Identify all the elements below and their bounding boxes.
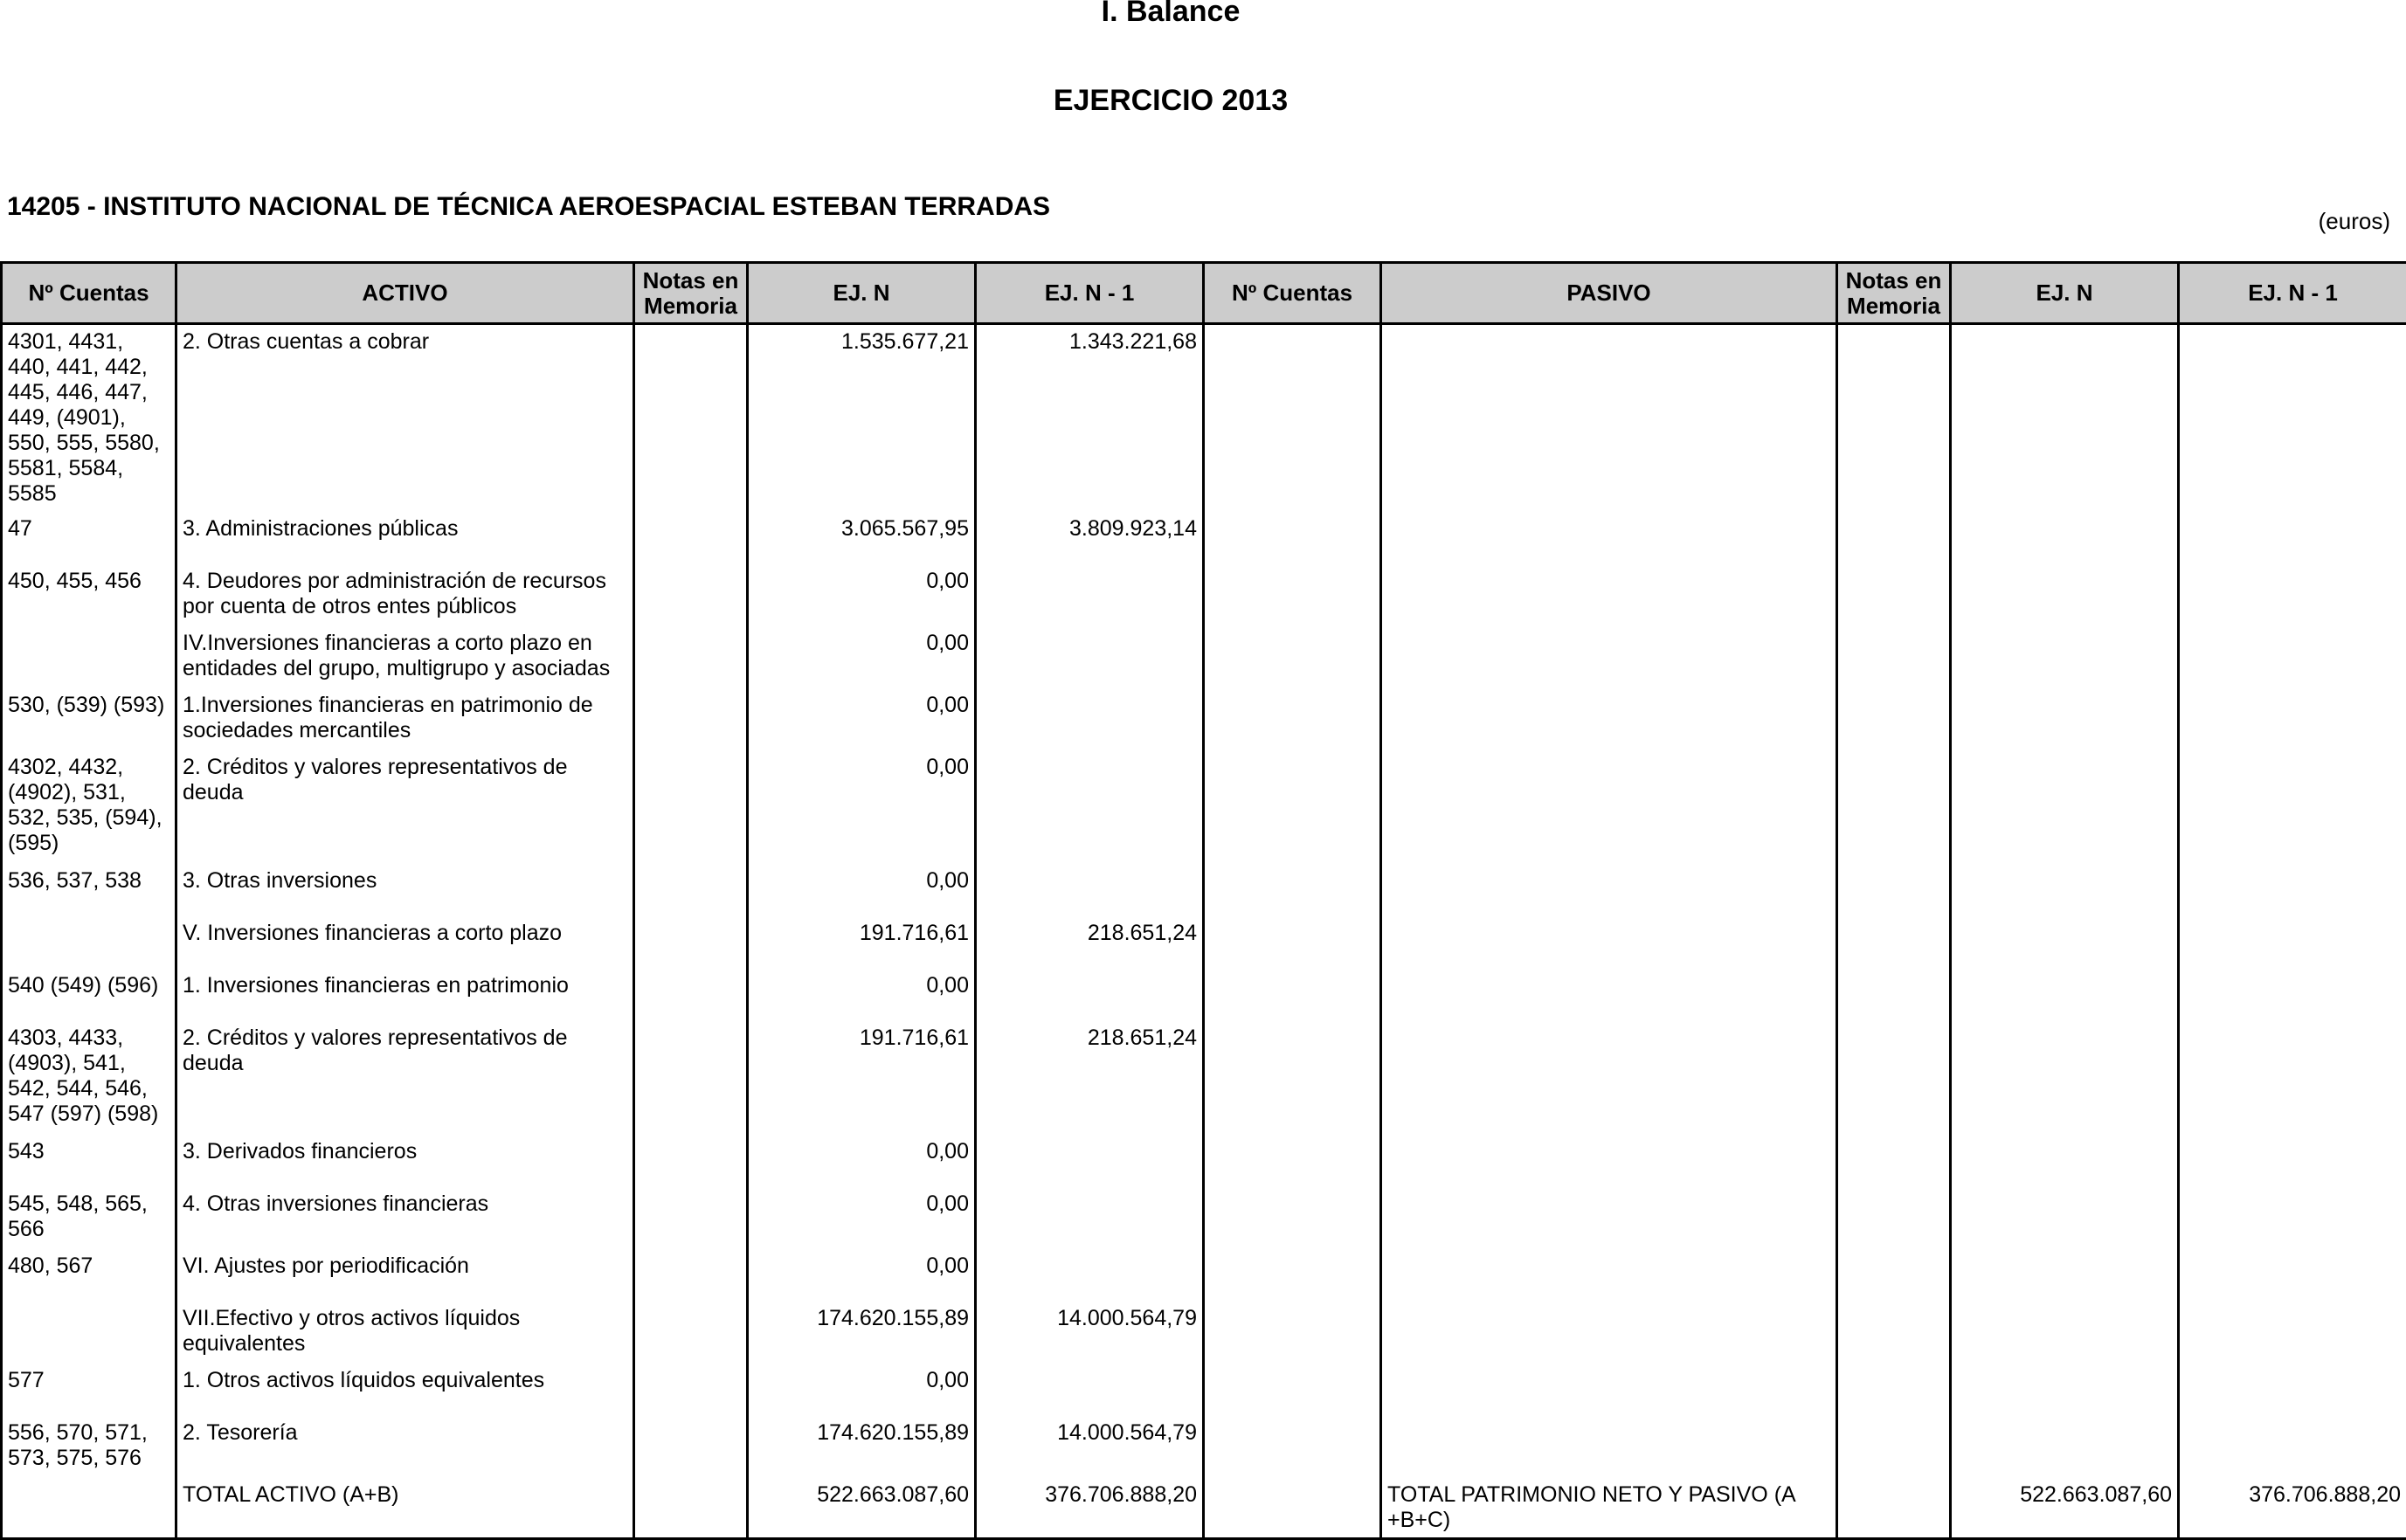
pasivo-empty-cell <box>1204 688 1381 750</box>
pasivo-empty-cell <box>1951 916 2179 969</box>
total-pasivo-n-1: 376.706.888,20 <box>2179 1478 2406 1539</box>
document-title: I. Balance <box>1101 0 1241 28</box>
total-activo-notas <box>634 1478 748 1539</box>
activo-label: 1. Otros activos líquidos equivalentes <box>176 1364 634 1416</box>
notas-memoria <box>634 626 748 688</box>
balance-table <box>0 261 2406 1540</box>
pasivo-empty-cell <box>1204 1249 1381 1302</box>
pasivo-empty-cell <box>2179 864 2406 916</box>
header-pasivo-ej-n-1: EJ. N - 1 <box>2179 263 2406 324</box>
entity-title: 14205 - INSTITUTO NACIONAL DE TÉCNICA AEROESPACIAL ESTEBAN TERRADAS <box>7 192 1051 221</box>
pasivo-empty-cell <box>1381 750 1837 864</box>
total-row <box>2 1478 2406 1539</box>
ej-n-1-value <box>976 969 1204 1021</box>
account-codes: 4303, 4433, (4903), 541, 542, 544, 546, 547 (597) (598) <box>2 1021 176 1135</box>
notas-memoria <box>634 1187 748 1249</box>
total-pasivo-n: 522.663.087,60 <box>1951 1478 2179 1539</box>
account-codes: 4301, 4431, 440, 441, 442, 445, 446, 447, 449, (4901), 550, 555, 5580, 5581, 5584, 5585 <box>2 324 176 512</box>
pasivo-empty-cell <box>1837 750 1951 864</box>
account-codes: 480, 567 <box>2 1249 176 1302</box>
table-row <box>2 750 2406 864</box>
pasivo-empty-cell <box>2179 1021 2406 1135</box>
activo-label: 2. Tesorería <box>176 1416 634 1478</box>
pasivo-empty-cell <box>1837 626 1951 688</box>
activo-label: 2. Créditos y valores representativos de deuda <box>176 1021 634 1135</box>
activo-label: VII.Efectivo y otros activos líquidos equivalentes <box>176 1302 634 1364</box>
pasivo-empty-cell <box>1951 1021 2179 1135</box>
ej-n-1-value <box>976 1187 1204 1249</box>
activo-label: 1.Inversiones financieras en patrimonio de sociedades mercantiles <box>176 688 634 750</box>
ej-n-1-value <box>976 564 1204 626</box>
pasivo-empty-cell <box>1204 1187 1381 1249</box>
table-row <box>2 864 2406 916</box>
ej-n-1-value <box>976 750 1204 864</box>
ej-n-1-value <box>976 1364 1204 1416</box>
pasivo-empty-cell <box>1837 916 1951 969</box>
pasivo-empty-cell <box>1204 916 1381 969</box>
ej-n-value: 3.065.567,95 <box>748 512 976 564</box>
ej-n-value: 0,00 <box>748 1187 976 1249</box>
ej-n-value: 174.620.155,89 <box>748 1302 976 1364</box>
activo-label: IV.Inversiones financieras a corto plazo en entidades del grupo, multigrupo y asociadas <box>176 626 634 688</box>
pasivo-empty-cell <box>1951 564 2179 626</box>
ej-n-1-value: 14.000.564,79 <box>976 1302 1204 1364</box>
pasivo-empty-cell <box>2179 969 2406 1021</box>
pasivo-empty-cell <box>1837 864 1951 916</box>
header-pasivo-cuentas: Nº Cuentas <box>1204 263 1381 324</box>
notas-memoria <box>634 864 748 916</box>
pasivo-empty-cell <box>1381 688 1837 750</box>
ej-n-1-value <box>976 864 1204 916</box>
pasivo-empty-cell <box>1381 1187 1837 1249</box>
notas-memoria <box>634 324 748 512</box>
pasivo-empty-cell <box>1381 324 1837 512</box>
ej-n-1-value: 218.651,24 <box>976 916 1204 969</box>
pasivo-empty-cell <box>1204 324 1381 512</box>
account-codes: 543 <box>2 1135 176 1187</box>
table-row <box>2 1249 2406 1302</box>
notas-memoria <box>634 1364 748 1416</box>
notas-memoria <box>634 512 748 564</box>
pasivo-empty-cell <box>1951 1249 2179 1302</box>
ej-n-1-value <box>976 626 1204 688</box>
ej-n-value: 0,00 <box>748 969 976 1021</box>
pasivo-empty-cell <box>2179 564 2406 626</box>
header-activo-ej-n-1: EJ. N - 1 <box>976 263 1204 324</box>
activo-label: VI. Ajustes por periodificación <box>176 1249 634 1302</box>
pasivo-empty-cell <box>2179 1135 2406 1187</box>
pasivo-empty-cell <box>1381 1302 1837 1364</box>
pasivo-empty-cell <box>1951 1364 2179 1416</box>
account-codes: 577 <box>2 1364 176 1416</box>
ej-n-value: 174.620.155,89 <box>748 1416 976 1478</box>
total-activo-n-1: 376.706.888,20 <box>976 1478 1204 1539</box>
activo-label: V. Inversiones financieras a corto plazo <box>176 916 634 969</box>
pasivo-empty-cell <box>1837 512 1951 564</box>
ej-n-value: 191.716,61 <box>748 916 976 969</box>
pasivo-empty-cell <box>1204 1416 1381 1478</box>
activo-label: 4. Otras inversiones financieras <box>176 1187 634 1249</box>
pasivo-empty-cell <box>1951 324 2179 512</box>
account-codes: 536, 537, 538 <box>2 864 176 916</box>
table-row <box>2 1364 2406 1416</box>
notas-memoria <box>634 688 748 750</box>
table-row <box>2 969 2406 1021</box>
ej-n-1-value <box>976 1249 1204 1302</box>
pasivo-empty-cell <box>1951 626 2179 688</box>
notas-memoria <box>634 1416 748 1478</box>
total-activo-n: 522.663.087,60 <box>748 1478 976 1539</box>
pasivo-empty-cell <box>1951 1187 2179 1249</box>
pasivo-empty-cell <box>2179 324 2406 512</box>
pasivo-empty-cell <box>1204 750 1381 864</box>
pasivo-empty-cell <box>1204 1021 1381 1135</box>
table-row <box>2 1187 2406 1249</box>
activo-label: 2. Otras cuentas a cobrar <box>176 324 634 512</box>
total-account-codes <box>2 1478 176 1539</box>
pasivo-empty-cell <box>1837 1187 1951 1249</box>
header-pasivo-ej-n: EJ. N <box>1951 263 2179 324</box>
pasivo-empty-cell <box>1204 1364 1381 1416</box>
ej-n-1-value <box>976 688 1204 750</box>
pasivo-empty-cell <box>1381 1416 1837 1478</box>
pasivo-empty-cell <box>1381 1364 1837 1416</box>
notas-memoria <box>634 564 748 626</box>
table-row <box>2 626 2406 688</box>
pasivo-empty-cell <box>1951 864 2179 916</box>
pasivo-empty-cell <box>1204 1302 1381 1364</box>
pasivo-empty-cell <box>1837 688 1951 750</box>
header-activo: ACTIVO <box>176 263 634 324</box>
exercise-title: EJERCICIO 2013 <box>1053 84 1289 117</box>
pasivo-empty-cell <box>1837 324 1951 512</box>
ej-n-value: 0,00 <box>748 1135 976 1187</box>
activo-label: 3. Derivados financieros <box>176 1135 634 1187</box>
ej-n-1-value <box>976 1135 1204 1187</box>
account-codes: 545, 548, 565, 566 <box>2 1187 176 1249</box>
header-activo-cuentas: Nº Cuentas <box>2 263 176 324</box>
ej-n-1-value: 218.651,24 <box>976 1021 1204 1135</box>
account-codes <box>2 1302 176 1364</box>
pasivo-empty-cell <box>1837 1416 1951 1478</box>
account-codes: 450, 455, 456 <box>2 564 176 626</box>
pasivo-empty-cell <box>1951 969 2179 1021</box>
pasivo-empty-cell <box>1951 1302 2179 1364</box>
pasivo-empty-cell <box>1837 1364 1951 1416</box>
pasivo-empty-cell <box>1204 1135 1381 1187</box>
total-pasivo-notas <box>1837 1478 1951 1539</box>
ej-n-1-value: 3.809.923,14 <box>976 512 1204 564</box>
notas-memoria <box>634 1021 748 1135</box>
ej-n-1-value: 14.000.564,79 <box>976 1416 1204 1478</box>
activo-label: 3. Administraciones públicas <box>176 512 634 564</box>
pasivo-empty-cell <box>1381 1021 1837 1135</box>
notas-memoria <box>634 1302 748 1364</box>
ej-n-value: 0,00 <box>748 688 976 750</box>
activo-label: 2. Créditos y valores representativos de deuda <box>176 750 634 864</box>
pasivo-empty-cell <box>1837 564 1951 626</box>
total-pasivo-label: TOTAL PATRIMONIO NETO Y PASIVO (A +B+C) <box>1381 1478 1837 1539</box>
notas-memoria <box>634 750 748 864</box>
table-row <box>2 564 2406 626</box>
pasivo-empty-cell <box>1381 1249 1837 1302</box>
pasivo-empty-cell <box>1837 1302 1951 1364</box>
pasivo-empty-cell <box>1381 564 1837 626</box>
pasivo-empty-cell <box>1381 1135 1837 1187</box>
account-codes <box>2 916 176 969</box>
ej-n-value: 0,00 <box>748 864 976 916</box>
account-codes: 540 (549) (596) <box>2 969 176 1021</box>
account-codes <box>2 626 176 688</box>
pasivo-empty-cell <box>1951 688 2179 750</box>
header-activo-notas: Notas en Memoria <box>634 263 748 324</box>
ej-n-value: 191.716,61 <box>748 1021 976 1135</box>
currency-note: (euros) <box>2318 208 2390 234</box>
account-codes: 47 <box>2 512 176 564</box>
pasivo-empty-cell <box>2179 1364 2406 1416</box>
table-row <box>2 1135 2406 1187</box>
notas-memoria <box>634 1135 748 1187</box>
notas-memoria <box>634 969 748 1021</box>
pasivo-empty-cell <box>2179 1249 2406 1302</box>
pasivo-empty-cell <box>2179 1302 2406 1364</box>
account-codes: 4302, 4432, (4902), 531, 532, 535, (594), (595) <box>2 750 176 864</box>
pasivo-empty-cell <box>2179 750 2406 864</box>
ej-n-1-value: 1.343.221,68 <box>976 324 1204 512</box>
ej-n-value: 1.535.677,21 <box>748 324 976 512</box>
pasivo-empty-cell <box>1837 1135 1951 1187</box>
activo-label: 4. Deudores por administración de recursos por cuenta de otros entes públicos <box>176 564 634 626</box>
total-activo-label: TOTAL ACTIVO (A+B) <box>176 1478 634 1539</box>
total-pasivo-cuentas <box>1204 1478 1381 1539</box>
pasivo-empty-cell <box>1837 1021 1951 1135</box>
ej-n-value: 0,00 <box>748 750 976 864</box>
ej-n-value: 0,00 <box>748 626 976 688</box>
pasivo-empty-cell <box>1381 864 1837 916</box>
pasivo-empty-cell <box>1204 512 1381 564</box>
pasivo-empty-cell <box>2179 512 2406 564</box>
pasivo-empty-cell <box>2179 626 2406 688</box>
notas-memoria <box>634 916 748 969</box>
pasivo-empty-cell <box>1204 564 1381 626</box>
ej-n-value: 0,00 <box>748 1364 976 1416</box>
pasivo-empty-cell <box>1951 1135 2179 1187</box>
ej-n-value: 0,00 <box>748 1249 976 1302</box>
pasivo-empty-cell <box>1837 1249 1951 1302</box>
table-row <box>2 324 2406 512</box>
pasivo-empty-cell <box>1951 512 2179 564</box>
table-row <box>2 1021 2406 1135</box>
pasivo-empty-cell <box>2179 916 2406 969</box>
pasivo-empty-cell <box>1381 626 1837 688</box>
activo-label: 3. Otras inversiones <box>176 864 634 916</box>
header-pasivo: PASIVO <box>1381 263 1837 324</box>
header-row <box>2 263 2406 324</box>
pasivo-empty-cell <box>1837 969 1951 1021</box>
pasivo-empty-cell <box>2179 1187 2406 1249</box>
table-row <box>2 512 2406 564</box>
account-codes: 556, 570, 571, 573, 575, 576 <box>2 1416 176 1478</box>
pasivo-empty-cell <box>1381 916 1837 969</box>
table-row <box>2 1302 2406 1364</box>
table-row <box>2 688 2406 750</box>
header-activo-ej-n: EJ. N <box>748 263 976 324</box>
pasivo-empty-cell <box>1381 512 1837 564</box>
ej-n-value: 0,00 <box>748 564 976 626</box>
activo-label: 1. Inversiones financieras en patrimonio <box>176 969 634 1021</box>
table-row <box>2 1416 2406 1478</box>
table-row <box>2 916 2406 969</box>
pasivo-empty-cell <box>2179 688 2406 750</box>
pasivo-empty-cell <box>1204 864 1381 916</box>
pasivo-empty-cell <box>1381 969 1837 1021</box>
pasivo-empty-cell <box>1204 969 1381 1021</box>
pasivo-empty-cell <box>1951 750 2179 864</box>
account-codes: 530, (539) (593) <box>2 688 176 750</box>
notas-memoria <box>634 1249 748 1302</box>
pasivo-empty-cell <box>1951 1416 2179 1478</box>
pasivo-empty-cell <box>2179 1416 2406 1478</box>
header-pasivo-notas: Notas en Memoria <box>1837 263 1951 324</box>
pasivo-empty-cell <box>1204 626 1381 688</box>
